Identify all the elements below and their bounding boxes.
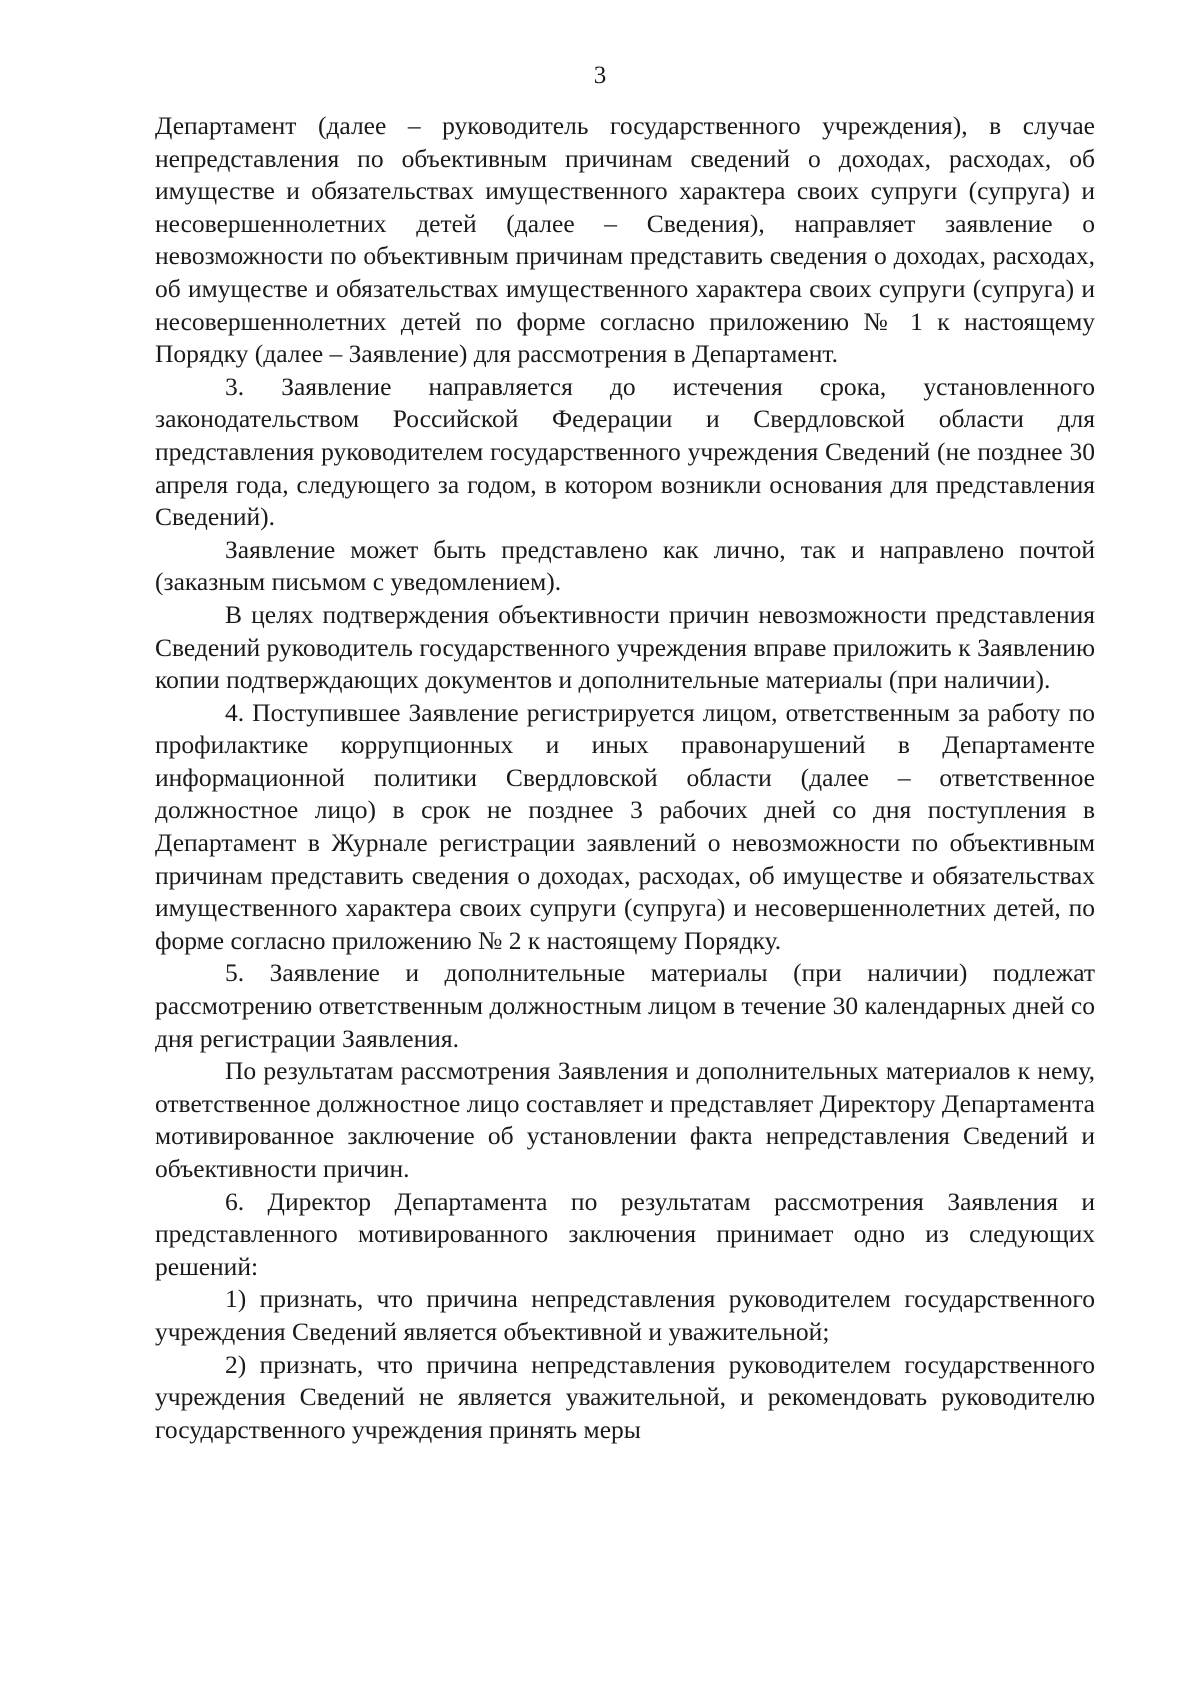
paragraph-intro: Департамент (далее – руководитель государственного учреждения), в случае непредставления по объективным причинам сведений о доходах, расходах, об имуществе и обязательствах имущественного характера своих супруги (супруга) и несовершеннолетних детей (далее – Сведения), направляет заявление о невозможности по объективным причинам представить сведения о доходах, расходах, об имуществе и обязательствах имущественного характера своих супруги (супруга) и несовершеннолетних детей по форме согласно приложению № 1 к настоящему Порядку (далее – Заявление) для рассмотрения в Департамент. — [155, 111, 1095, 369]
paragraph-item-4: 4. Поступившее Заявление регистрируется лицом, ответственным за работу по профилактике коррупционных и иных правонарушений в Департаменте информационной политики Свердловской области (далее – ответственное должностное лицо) в срок не позднее 3 рабочих дней со дня поступления в Департамент в Журнале регистрации заявлений о невозможности по объективным причинам представить сведения о доходах, расходах, об имуществе и обязательствах имущественного характера своих супруги (супруга) и несовершеннолетних детей, по форме согласно приложению № 2 к настоящему Порядку. — [155, 697, 1095, 955]
document-body — [155, 110, 1095, 1446]
paragraph-item-5: 5. Заявление и дополнительные материалы (при наличии) подлежат рассмотрению ответственным должностным лицом в течение 30 календарных дней со дня регистрации Заявления. — [155, 958, 1095, 1053]
paragraph-item-3: 3. Заявление направляется до истечения срока, установленного законодательством Российской Федерации и Свердловской области для представления руководителем государственного учреждения Сведений (не позднее 30 апреля года, следующего за годом, в котором возникли основания для представления Сведений). — [155, 371, 1095, 532]
page-number: 3 — [593, 62, 607, 89]
paragraph-supporting-documents: В целях подтверждения объективности причин невозможности представления Сведений руководитель государственного учреждения вправе приложить к Заявлению копии подтверждающих документов и дополнительные материалы (при наличии). — [155, 599, 1095, 695]
paragraph-conclusion: По результатам рассмотрения Заявления и дополнительных материалов к нему, ответственное должностное лицо составляет и представляет Директору Департамента мотивированное заключение об установлении факта непредставления Сведений и объективности причин. — [155, 1056, 1095, 1183]
paragraph-submission-method: Заявление может быть представлено как лично, так и направлено почтой (заказным письмом с уведомлением). — [155, 534, 1095, 597]
paragraph-item-6: 6. Директор Департамента по результатам рассмотрения Заявления и представленного мотивированного заключения принимает одно из следующих решений: — [155, 1186, 1095, 1281]
paragraph-decision-1: 1) признать, что причина непредставления руководителем государственного учреждения Сведений является объективной и уважительной; — [155, 1284, 1095, 1346]
paragraph-decision-2: 2) признать, что причина непредставления руководителем государственного учреждения Сведений не является уважительной, и рекомендовать руководителю государственного учреждения принять меры — [155, 1349, 1095, 1444]
